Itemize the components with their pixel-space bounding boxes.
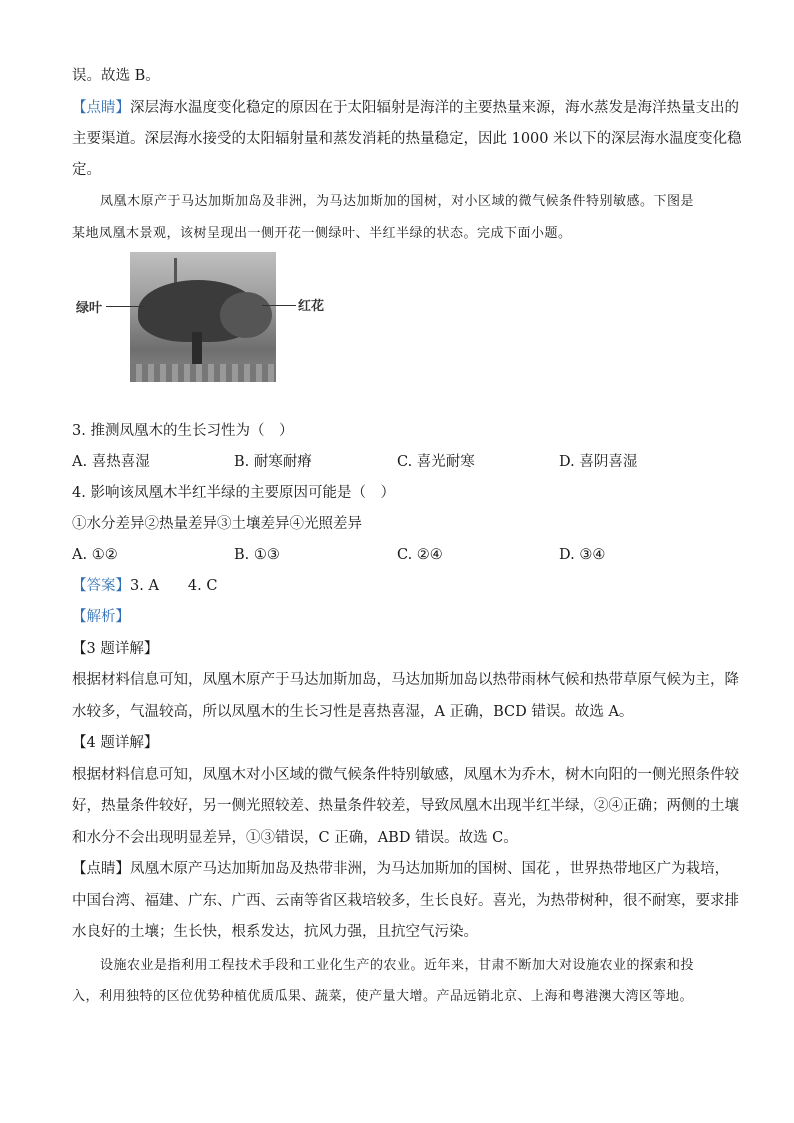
label-red-flowers: 红花 xyxy=(298,299,325,314)
label-green-leaves: 绿叶 xyxy=(76,301,103,316)
tip2-line-3: 水良好的土壤；生长快，根系发达，抗风力强，且抗空气污染。 xyxy=(72,924,478,940)
answer-line: 【答案】3. A 4. C xyxy=(72,578,218,594)
q4-option-a: A. ①② xyxy=(72,547,118,563)
q3-option-a: A. 喜热喜湿 xyxy=(72,454,150,470)
pointer-line-right xyxy=(262,305,296,306)
tip2-tag: 【点睛】 xyxy=(72,861,130,877)
material-line-2: 某地凤凰木景观，该树呈现出一侧开花一侧绿叶、半红半绿的状态。完成下面小题。 xyxy=(72,226,572,241)
prev-tip-line-2: 主要渠道。深层海水接受的太阳辐射量和蒸发消耗的热量稳定，因此 1000 米以下的深层海水温度变化稳 xyxy=(72,131,742,147)
q3-stem: 3. 推测凤凰木的生长习性为（ ） xyxy=(72,423,294,439)
detail-3-tag: 【3 题详解】 xyxy=(72,641,159,657)
detail-3-line-2: 水较多，气温较高，所以凤凰木的生长习性是喜热喜湿，A 正确，BCD 错误。故选 A。 xyxy=(72,704,634,720)
tip2-line-2: 中国台湾、福建、广东、广西、云南等省区栽培较多，生长良好。喜光，为热带树种，很不耐寒，要求排 xyxy=(72,893,739,909)
material2-line-1: 设施农业是指利用工程技术手段和工业化生产的农业。近年来，甘肃不断加大对设施农业的探索和投 xyxy=(100,958,695,973)
tip2-line-1: 【点睛】凤凰木原产马达加斯加岛及热带非洲，为马达加斯加的国树、国花 ，世界热带地区广为栽培， xyxy=(72,861,730,877)
answer-tag: 【答案】 xyxy=(72,578,130,594)
q4-option-b: B. ①③ xyxy=(234,547,280,563)
q4-option-d: D. ③④ xyxy=(559,547,606,563)
detail-3-line-1: 根据材料信息可知，凤凰木原产于马达加斯加岛，马达加斯加岛以热带雨林气候和热带草原气候为主，降 xyxy=(72,672,739,688)
q4-factors: ①水分差异②热量差异③土壤差异④光照差异 xyxy=(72,516,362,532)
q3-option-c: C. 喜光耐寒 xyxy=(397,454,475,470)
q3-option-b: B. 耐寒耐瘠 xyxy=(234,454,312,470)
paved-ground xyxy=(130,364,276,382)
tree-crown-side xyxy=(220,292,272,338)
detail-4-line-3: 和水分不会出现明显差异，①③错误，C 正确，ABD 错误。故选 C。 xyxy=(72,830,518,846)
phoenix-tree-photo xyxy=(130,252,276,382)
analysis-tag: 【解析】 xyxy=(72,609,130,625)
tip-tag: 【点睛】 xyxy=(72,100,130,116)
prev-conclusion: 误。故选 B。 xyxy=(72,68,160,84)
q4-option-c: C. ②④ xyxy=(397,547,443,563)
material-line-1: 凤凰木原产于马达加斯加岛及非洲，为马达加斯加的国树，对小区域的微气候条件特别敏感。下图是 xyxy=(100,194,695,209)
prev-tip-line-1: 【点睛】深层海水温度变化稳定的原因在于太阳辐射是海洋的主要热量来源，海水蒸发是海洋热量支出的 xyxy=(72,100,739,116)
material2-line-2: 入，利用独特的区位优势种植优质瓜果、蔬菜，使产量大增。产品远销北京、上海和粤港澳大湾区等地。 xyxy=(72,989,694,1004)
q3-option-d: D. 喜阴喜湿 xyxy=(559,454,638,470)
detail-4-line-1: 根据材料信息可知，凤凰木对小区域的微气候条件特别敏感，凤凰木为乔木，树木向阳的一侧光照条件较 xyxy=(72,767,739,783)
q4-stem: 4. 影响该凤凰木半红半绿的主要原因可能是（ ） xyxy=(72,485,395,501)
prev-tip-line-3: 定。 xyxy=(72,162,101,178)
pointer-line-left xyxy=(106,306,144,307)
detail-4-tag: 【4 题详解】 xyxy=(72,735,159,751)
detail-4-line-2: 好，热量条件较好，另一侧光照较差、热量条件较差，导致凤凰木出现半红半绿，②④正确；两侧的土壤 xyxy=(72,798,739,814)
